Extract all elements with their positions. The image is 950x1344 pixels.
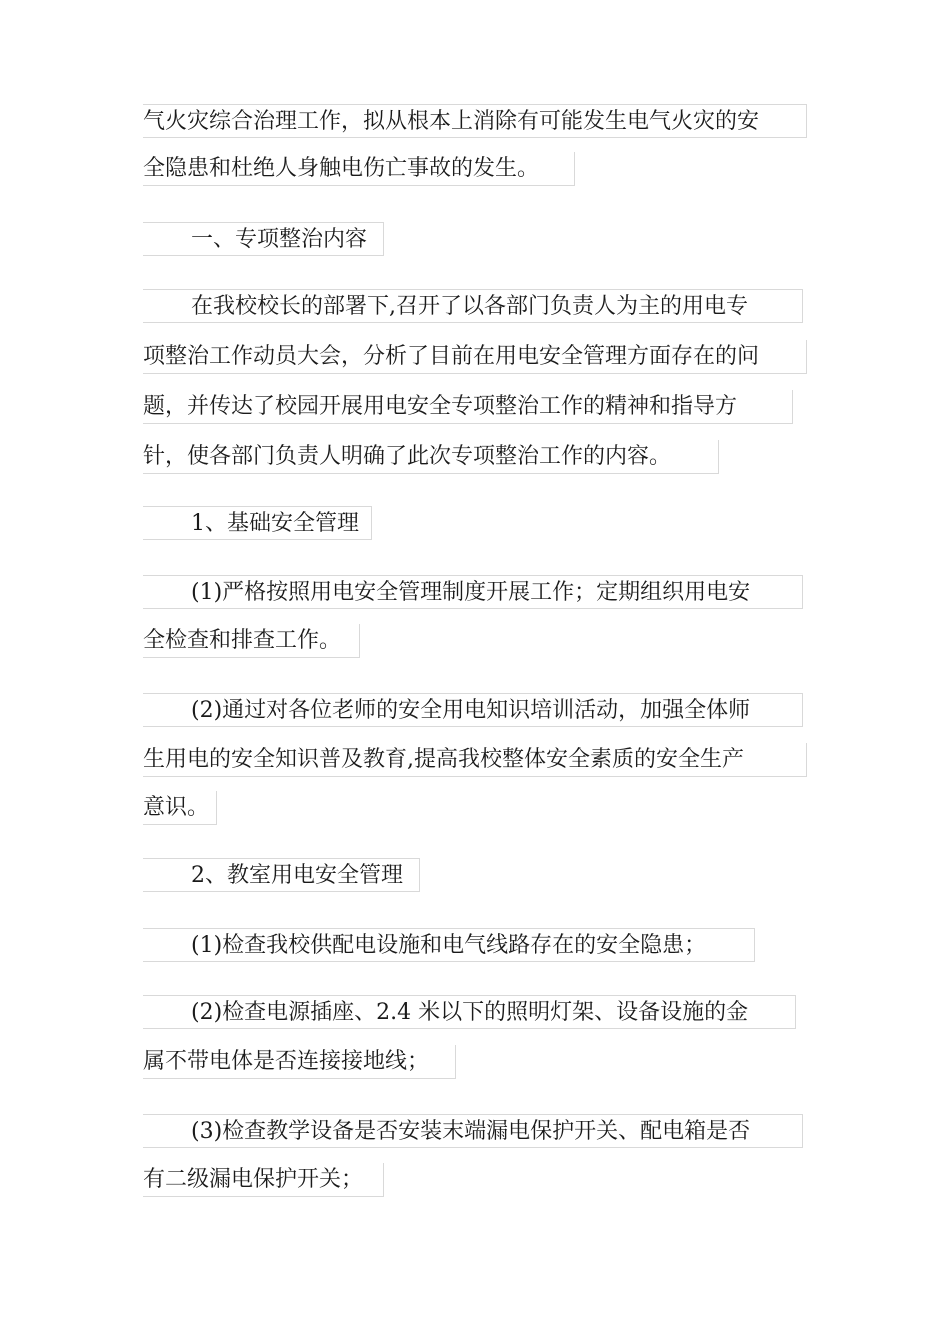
paragraph-line: 气火灾综合治理工作，拟从根本上消除有可能发生电气火灾的安 bbox=[143, 104, 807, 138]
paragraph-line: 在我校校长的部署下,召开了以各部门负责人为主的用电专 bbox=[143, 289, 803, 323]
list-item-line: (1)严格按照用电安全管理制度开展工作；定期组织用电安 bbox=[143, 575, 803, 609]
subsection-heading: 2、教室用电安全管理 bbox=[143, 858, 420, 892]
list-item-line: 意识。 bbox=[143, 791, 217, 825]
list-item-line: 全检查和排查工作。 bbox=[143, 624, 360, 658]
list-item-line: 属不带电体是否连接接地线； bbox=[143, 1045, 456, 1079]
list-item-line: (1)检查我校供配电设施和电气线路存在的安全隐患； bbox=[143, 928, 755, 962]
subsection-heading: 1、基础安全管理 bbox=[143, 506, 372, 540]
paragraph-line: 项整治工作动员大会，分析了目前在用电安全管理方面存在的问 bbox=[143, 340, 807, 374]
list-item-line: 有二级漏电保护开关； bbox=[143, 1163, 384, 1197]
section-heading: 一、专项整治内容 bbox=[143, 222, 384, 256]
list-item-line: (2)检查电源插座、2.4 米以下的照明灯架、设备设施的金 bbox=[143, 995, 796, 1029]
list-item-line: 生用电的安全知识普及教育,提高我校整体安全素质的安全生产 bbox=[143, 743, 807, 777]
paragraph-line: 全隐患和杜绝人身触电伤亡事故的发生。 bbox=[143, 152, 575, 186]
list-item-line: (2)通过对各位老师的安全用电知识培训活动，加强全体师 bbox=[143, 693, 803, 727]
paragraph-line: 针，使各部门负责人明确了此次专项整治工作的内容。 bbox=[143, 440, 719, 474]
paragraph-line: 题，并传达了校园开展用电安全专项整治工作的精神和指导方 bbox=[143, 390, 793, 424]
list-item-line: (3)检查教学设备是否安装末端漏电保护开关、配电箱是否 bbox=[143, 1114, 803, 1148]
